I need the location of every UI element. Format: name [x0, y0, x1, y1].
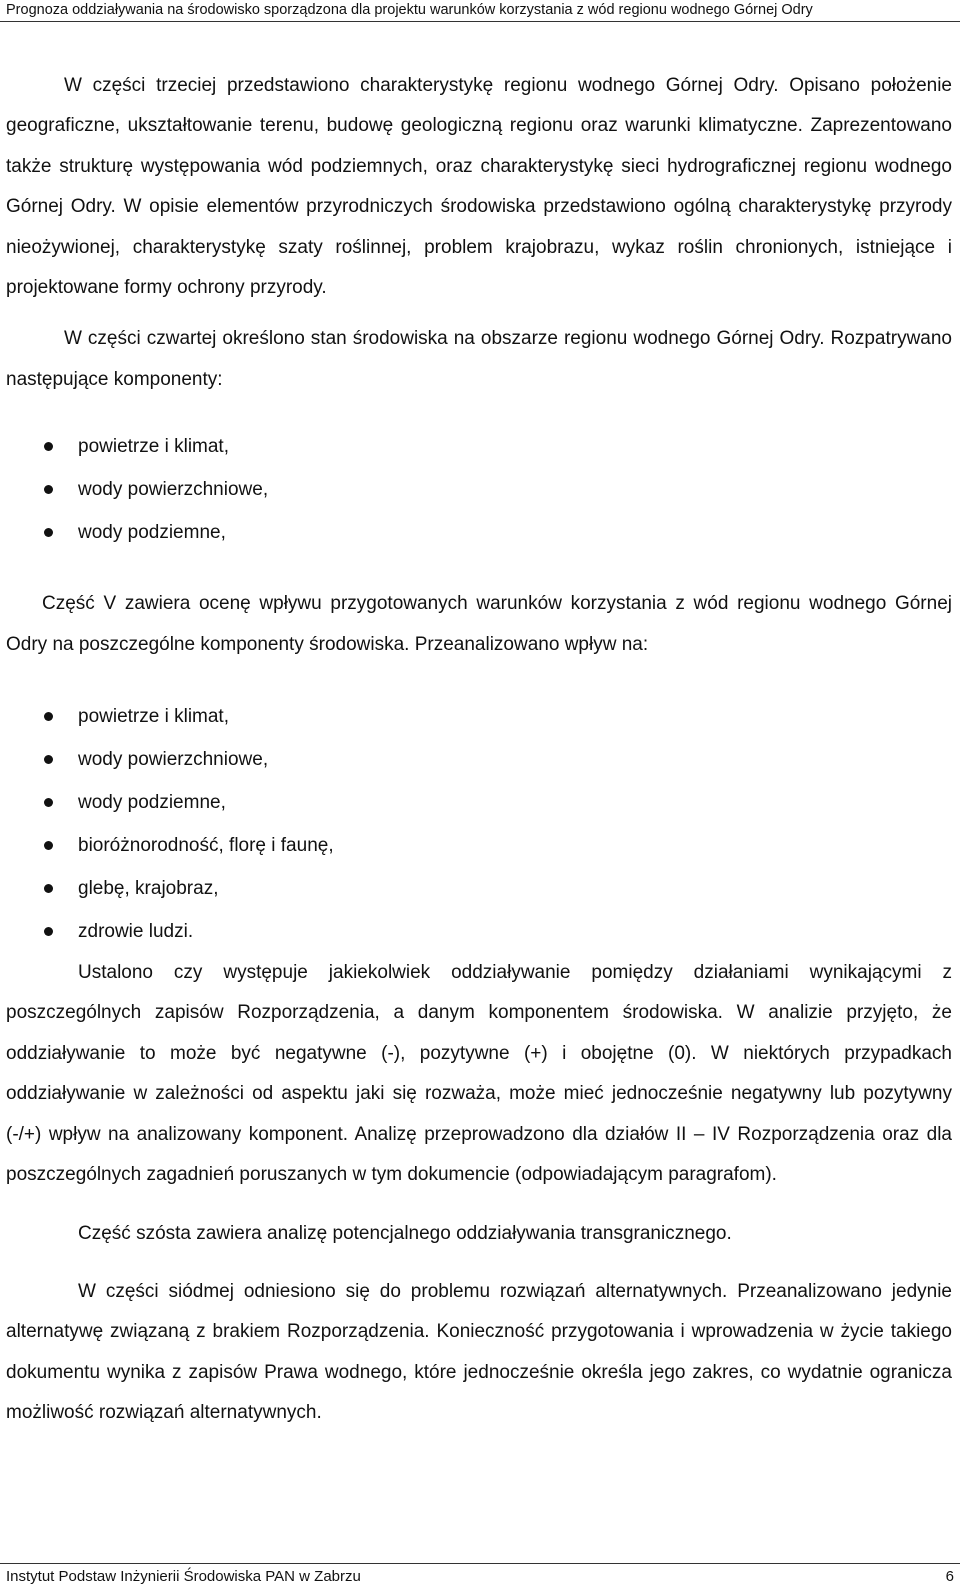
bullet-icon	[44, 712, 53, 721]
list-item: powietrze i klimat,	[6, 695, 952, 738]
list-item: powietrze i klimat,	[6, 425, 952, 468]
list-item: wody powierzchniowe,	[6, 468, 952, 511]
bullet-icon	[44, 442, 53, 451]
bullet-icon	[44, 485, 53, 494]
list-item: wody powierzchniowe,	[6, 738, 952, 781]
page-number: 6	[945, 1568, 954, 1585]
bullet-icon	[44, 528, 53, 537]
list-item: glebę, krajobraz,	[6, 867, 952, 910]
document-body	[6, 66, 952, 1434]
list-item: zdrowie ludzi.	[6, 910, 952, 953]
page-footer	[0, 1563, 960, 1588]
paragraph-part-seven: W części siódmej odniesiono się do problemu rozwiązań alternatywnych. Przeanalizowano jedynie alternatywę związaną z brakiem Rozporządzenia. Konieczność przygotowania i wprowadzenia w życie takiego dokumentu wynika z zapisów Prawa wodnego, które jednocześnie określa jego zakres, co wydatnie ogranicza możliwość rozwiązań alternatywnych.	[6, 1280, 952, 1424]
paragraph-part-three: W części trzeciej przedstawiono charakterystykę regionu wodnego Górnej Odry. Opisano położenie geograficzne, ukształtowanie terenu, budowę geologiczną regionu oraz warunki klimatyczne. Zaprezentowano także strukturę występowania wód podziemnych, oraz charakterystykę sieci hydrograficznej regionu wodnego Górnej Odry. W opisie elementów przyrodniczych środowiska przedstawiono ogólną charakterystykę przyrody nieożywionej, charakterystykę szaty roślinnej, problem krajobrazu, wykaz roślin chronionych, istniejące i projektowane formy ochrony przyrody.	[6, 75, 952, 299]
bullet-icon	[44, 755, 53, 764]
paragraph-part-four: W części czwartej określono stan środowiska na obszarze regionu wodnego Górnej Odry. Rozpatrywano następujące komponenty:	[6, 328, 952, 390]
paragraph-part-five: Część V zawiera ocenę wpływu przygotowanych warunków korzystania z wód regionu wodnego Górnej Odry na poszczególne komponenty środowiska. Przeanalizowano wpływ na:	[6, 593, 952, 655]
footer-institute: Instytut Podstaw Inżynierii Środowiska PAN w Zabrzu	[6, 1568, 361, 1585]
bullet-icon	[44, 841, 53, 850]
component-list	[6, 425, 952, 554]
impact-list	[6, 695, 952, 953]
list-item: wody podziemne,	[6, 511, 952, 554]
bullet-icon	[44, 798, 53, 807]
paragraph-analysis: Ustalono czy występuje jakiekolwiek oddziaływanie pomiędzy działaniami wynikającymi z poszczególnych zapisów Rozporządzenia, a danym komponentem środowiska. W analizie przyjęto, że oddziaływanie to może być negatywne (-), pozytywne (+) i obojętne (0). W niektórych przypadkach oddziaływanie w zależności od aspektu jaki się rozważa, może mieć jednocześnie negatywny lub pozytywny (-/+) wpływ na analizowany komponent. Analizę przeprowadzono dla działów II – IV Rozporządzenia oraz dla poszczególnych zagadnień poruszanych w tym dokumencie (odpowiadającym paragrafom).	[6, 962, 952, 1186]
bullet-icon	[44, 927, 53, 936]
bullet-icon	[44, 884, 53, 893]
running-header: Prognoza oddziaływania na środowisko sporządzona dla projektu warunków korzystania z wód regionu wodnego Górnej Odry	[0, 0, 960, 22]
list-item: wody podziemne,	[6, 781, 952, 824]
paragraph-part-six: Część szósta zawiera analizę potencjalnego oddziaływania transgranicznego.	[78, 1222, 732, 1244]
list-item: bioróżnorodność, florę i faunę,	[6, 824, 952, 867]
